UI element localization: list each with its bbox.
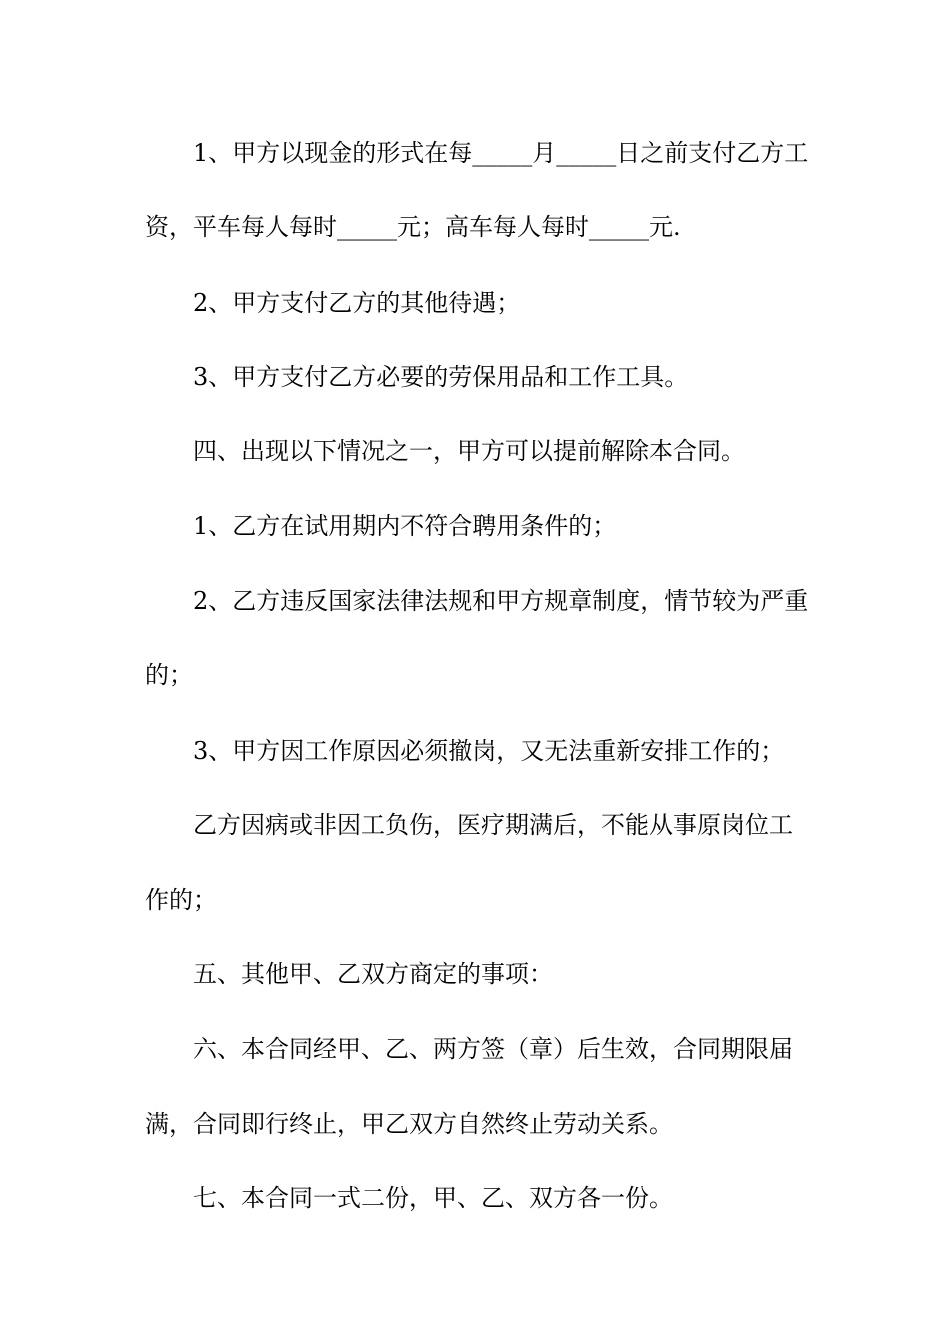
paragraph-line: 乙方因病或非因工负伤，医疗期满后，不能从事原岗位工 bbox=[193, 811, 793, 839]
paragraph-line: 七、本合同一式二份，甲、乙、双方各一份。 bbox=[193, 1184, 673, 1212]
paragraph-line: 六、本合同经甲、乙、两方签（章）后生效，合同期限届 bbox=[193, 1035, 793, 1063]
paragraph-line: 资，平车每人每时_____元；高车每人每时_____元. bbox=[145, 213, 681, 241]
paragraph-line: 2、乙方违反国家法律法规和甲方规章制度，情节较为严重 bbox=[193, 587, 809, 615]
paragraph-line: 1、乙方在试用期内不符合聘用条件的； bbox=[193, 512, 617, 540]
paragraph-line: 满，合同即行终止，甲乙双方自然终止劳动关系。 bbox=[145, 1110, 673, 1138]
paragraph-line: 的； bbox=[145, 661, 193, 689]
paragraph-line: 3、甲方支付乙方必要的劳保用品和工作工具。 bbox=[193, 363, 689, 391]
paragraph-line: 作的； bbox=[145, 886, 217, 914]
paragraph-line: 五、其他甲、乙双方商定的事项： bbox=[193, 960, 553, 988]
paragraph-line: 2、甲方支付乙方的其他待遇； bbox=[193, 289, 521, 317]
paragraph-line: 四、出现以下情况之一，甲方可以提前解除本合同。 bbox=[193, 437, 745, 465]
paragraph-line: 3、甲方因工作原因必须撤岗，又无法重新安排工作的； bbox=[193, 737, 785, 765]
paragraph-line: 1、甲方以现金的形式在每_____月_____日之前支付乙方工 bbox=[193, 139, 809, 167]
